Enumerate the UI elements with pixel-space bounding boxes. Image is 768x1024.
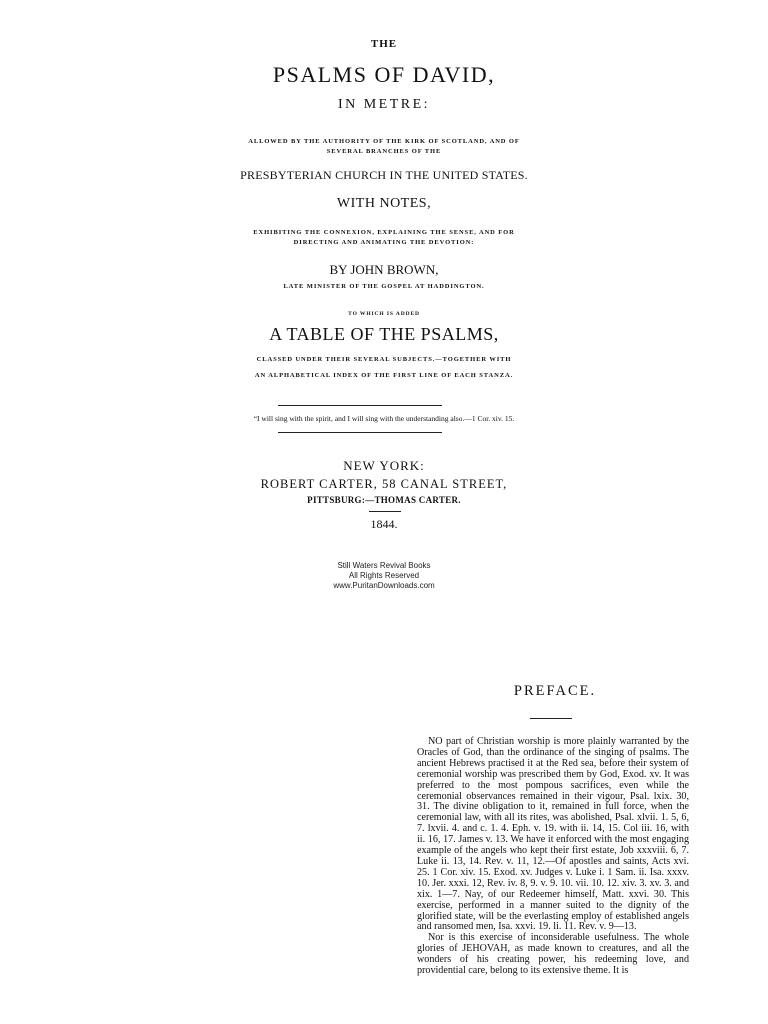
- subtitle: IN METRE:: [337, 97, 431, 112]
- to-which-added: TO WHICH IS ADDED: [348, 311, 420, 317]
- exhibiting-line-1: EXHIBITING THE CONNEXION, EXPLAINING THE SENSE, AND FOR: [253, 229, 515, 236]
- author-name: BY JOHN BROWN,: [329, 262, 439, 277]
- allowed-line-2: SEVERAL BRANCHES OF THE: [326, 148, 442, 155]
- preface-divider: [530, 718, 572, 719]
- divider-small: [369, 511, 401, 512]
- epigraph: “I will sing with the spirit, and I will sing with the understanding also.—1 Cor. xiv. 15.: [253, 414, 515, 423]
- watermark-line-1: Still Waters Revival Books: [337, 561, 431, 570]
- pittsburg-line: PITTSBURG:—THOMAS CARTER.: [307, 495, 461, 505]
- preface-heading: PREFACE.: [513, 683, 597, 699]
- with-notes: WITH NOTES,: [336, 196, 432, 211]
- exhibiting-line-2: DIRECTING AND ANIMATING THE DEVOTION:: [293, 239, 475, 246]
- table-title: A TABLE OF THE PSALMS,: [269, 324, 499, 344]
- watermark-line-2: All Rights Reserved: [348, 571, 420, 580]
- divider-lower: [278, 432, 442, 433]
- author-role: LATE MINISTER OF THE GOSPEL AT HADDINGTON.: [283, 283, 485, 290]
- allowed-line-1: ALLOWED BY THE AUTHORITY OF THE KIRK OF SCOTLAND, AND OF: [248, 138, 520, 145]
- church-name: PRESBYTERIAN CHURCH IN THE UNITED STATES.: [240, 168, 528, 182]
- divider-upper: [278, 405, 442, 406]
- city: NEW YORK:: [343, 458, 425, 473]
- preface-body: [417, 737, 689, 977]
- preface-paragraph-2: Nor is this exercise of inconsiderable usefulness. The whole glories of JEHOVAH, as made known to creatures, and all the wonders of his creating power, his redeeming love, and providential care, belong to its extensive theme. It is: [417, 932, 689, 977]
- main-title: PSALMS OF DAVID,: [272, 62, 496, 87]
- classed-line-2: AN ALPHABETICAL INDEX OF THE FIRST LINE OF EACH STANZA.: [254, 372, 514, 379]
- title-the: THE: [370, 38, 398, 50]
- preface-paragraph-1: NO part of Christian worship is more plainly warranted by the Oracles of God, than the ordinance of the singing of psalms. The ancient Hebrews practised it at the Red sea, before their system of ceremonial worship was prescribed them by God, Exod. xv. It was preferred to the most pompous sacrifices, even while the ceremonial observances remained in their vigour, Psal. lxix. 30, 31. The divine obligation to it, remained in full force, when the ceremonial law, with all its rites, was abolished, Psal. xlvii. 1. 5, 6, 7. lxvii. 4. and c. 1. 4. Eph. v. 19. with ii. 14, 15. Col iii. 16, with ii. 16, 17. James v. 13. We have it enforced with the most engaging example of the angels who kept their first estate, Job xxxviii. 6, 7. Luke ii. 13, 14. Rev. v. 11, 12.—Of apostles and saints, Acts xvi. 25. 1 Cor. xiv. 15. Exod. xv. Judges v. Luke i. 1 Sam. ii. Isa. xxxv. 10. Jer. xxxi. 12, Rev. iv. 8, 9. v. 9. 10. vii. 10. 12. xiv. 3. xv. 3. and xix. 1—7. Nay, of our Redeemer himself, Matt. xxvi. 30. This exercise, performed in a manner suited to the dignity of the glorified state, will be the everlasting employ of established angels and ransomed men, Isa. xxvi. 19. li. 11. Rev. v. 9—13.: [417, 736, 689, 933]
- publisher: ROBERT CARTER, 58 CANAL STREET,: [260, 477, 508, 491]
- watermark-link[interactable]: www.PuritanDownloads.com: [333, 581, 435, 590]
- year: 1844.: [370, 517, 398, 531]
- classed-line-1: CLASSED UNDER THEIR SEVERAL SUBJECTS.—TOGETHER WITH: [256, 356, 512, 363]
